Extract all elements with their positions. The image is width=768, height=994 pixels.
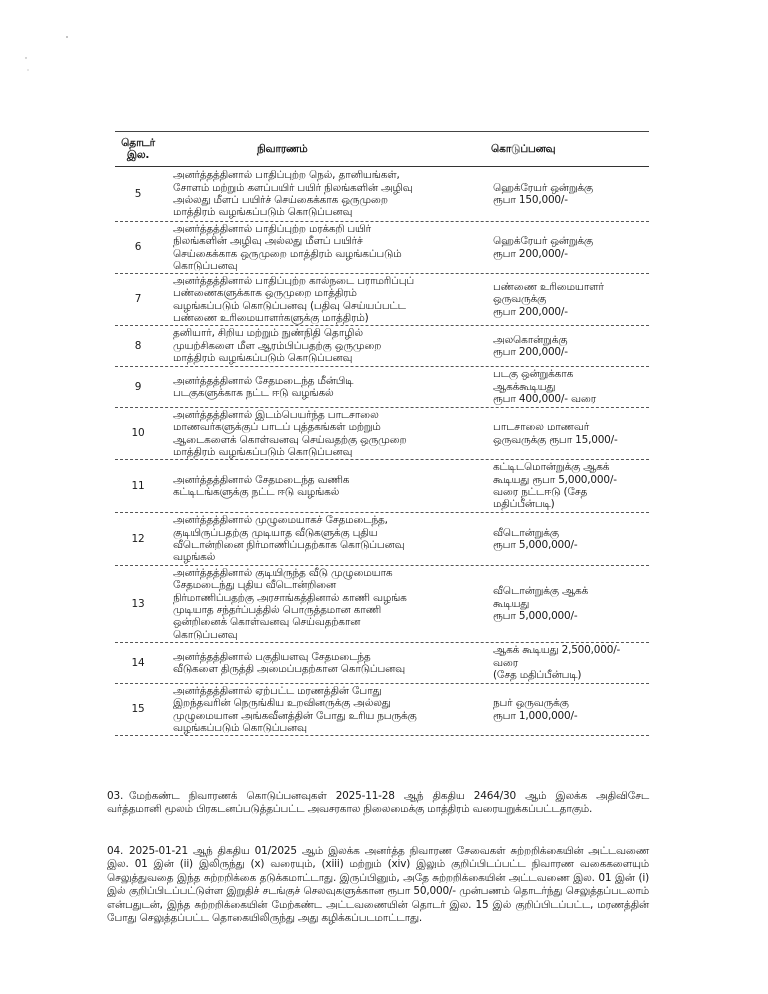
payment-line: வரை நட்டஈடு (சேத <box>493 486 588 498</box>
relief-line: அனர்த்தத்தினால் பாதிப்புற்ற மரக்கறி பயிர் <box>173 222 371 235</box>
serial-number: 9 <box>134 380 142 393</box>
table-row <box>115 274 649 326</box>
relief-description <box>161 375 481 400</box>
payment-amount <box>481 368 649 405</box>
relief-line: ஆடைகளைக் கொள்வனவு செய்வதற்கு ஒருமுறை <box>173 433 407 446</box>
payment-line: வீடொன்றுக்கு <box>493 526 559 539</box>
payment-amount <box>481 585 649 622</box>
serial-number: 15 <box>131 703 145 716</box>
header-payment: கொடுப்பனவு <box>491 142 556 155</box>
relief-line: முயற்சிகளை மீள ஆரம்பிப்பதற்கு ஒருமுறை <box>173 339 382 352</box>
relief-description <box>161 327 481 364</box>
payment-line: பாடசாலை மாணவர் <box>493 421 589 434</box>
header-relief: நிவாரணம் <box>257 142 308 155</box>
relief-line: செய்கைக்காக ஒருமுறை மாத்திரம் வழங்கப்படும் <box>173 247 402 260</box>
relief-line: நிர்மாணிப்பதற்கு அரசாங்கத்தினால் காணி வழங்க <box>173 591 407 604</box>
payment-line: ஹெக்ரேயர் ஒன்றுக்கு <box>493 181 594 194</box>
serial-number: 5 <box>134 187 142 200</box>
relief-line: குடியிருப்பதற்கு முடியாத வீடுகளுக்கு புதிய <box>173 526 378 539</box>
relief-line: மாத்திரம் வழங்கப்படும் கொடுப்பனவு <box>173 445 353 458</box>
relief-description <box>161 223 481 273</box>
relief-line: அனர்த்தத்தினால் முழுமையாகச் சேதமடைந்த, <box>173 514 388 527</box>
payment-line: மதிப்பீன்படி) <box>493 498 555 511</box>
payment-amount <box>481 334 649 359</box>
relief-line: அனர்த்தத்தினால் பாதிப்புற்ற நெல், தானியங்கள், <box>173 169 400 182</box>
table-header <box>115 131 649 167</box>
relief-line: பண்ணை உரிமையாளர்களுக்கு மாத்திரம்) <box>173 311 369 324</box>
payment-line: வரை <box>493 656 519 669</box>
table-row <box>115 367 649 408</box>
payment-amount <box>481 461 649 511</box>
relief-line: கட்டிடங்களுக்கு நட்ட ஈடு வழங்கல் <box>173 486 340 498</box>
relief-line: பண்ணைகளுக்காக ஒருமுறை மாத்திரம் <box>173 287 357 300</box>
table-row <box>115 326 649 367</box>
relief-line: சேதமடைந்து புதிய வீடொன்றினை <box>173 579 336 592</box>
relief-line: அனர்த்தத்தினால் பாதிப்புற்ற கால்நடை பராமரிப்புப் <box>173 274 414 287</box>
payment-line: கூடியது ரூபா 5,000,000/- <box>493 473 617 486</box>
serial-number: 10 <box>131 427 145 440</box>
payment-line: ஹெக்ரேயர் ஒன்றுக்கு <box>493 235 594 248</box>
relief-line: வழங்கல் <box>173 551 216 564</box>
relief-line: முடியாத சந்தர்ப்பத்தில் பொருத்தமான காணி <box>173 604 382 616</box>
payment-amount <box>481 527 649 552</box>
relief-line: தனியார், சிறிய மற்றும் நுண்நிதி தொழில் <box>173 327 363 340</box>
payment-line: கூடியது <box>493 597 530 610</box>
header-serial: தொடர் இல. <box>121 136 155 161</box>
relief-line: நிலங்களின் அழிவு அல்லது மீளப் பயிர்ச் <box>173 235 363 248</box>
payment-line: வீடொன்றுக்கு ஆகக் <box>493 585 589 598</box>
payment-amount <box>481 421 649 446</box>
serial-number: 12 <box>131 532 145 545</box>
payment-amount <box>481 697 649 722</box>
serial-number: 13 <box>131 597 145 610</box>
payment-line: கட்டிடமொன்றுக்கு ஆகக் <box>493 461 610 474</box>
relief-line: அனர்த்தத்தினால் சேதமடைந்த வணிக <box>173 473 350 486</box>
paragraph-text: 2025-01-21 ஆந் திகதிய 01/2025 ஆம் இலக்க அனர்த்த நிவாரண சேவைகள் சுற்றறிக்கையின் அட்டவணை இல. 01 இன் (ii) இலிருந்து (x) வரையும், (xiii) மற்றும் (xiv) இலும் குறிப்பிடப்பட்ட நிவாரண வகைகளையும் செலுத்துவதை இந்த சுற்றறிக்கை தடுக்கமாட்டாது. இருப்பினும், அதே சுற்றறிக்கையின் அட்டவணை இல. 01 இன் (i) இல் குறிப்பிடப்பட்டுள்ள இறுதிச் சடங்குச் செலவுகளுக்கான ரூபா 50,000/- முன்பணம் தொடர்ந்து செலுத்தப்படலாம் என்பதுடன், இந்த சுற்றறிக்கையின் மேற்கண்ட அட்டவணையின் தொடர் இல. 15 இல் குறிப்பிடப்பட்ட, மரணத்தின் போது செலுத்தப்பட்ட தொகையிலிருந்து அது கழிக்கப்படமாட்டாது. <box>107 845 649 925</box>
relief-payment-table <box>115 131 649 736</box>
payment-amount <box>481 644 649 681</box>
payment-line: ஒருவருக்கு <box>493 293 547 306</box>
relief-line: அனர்த்தத்தினால் இடம்பெயர்ந்த பாடசாலை <box>173 408 379 421</box>
paragraph-03 <box>107 790 649 817</box>
serial-number: 7 <box>134 293 142 306</box>
relief-line: படகுகளுக்காக நட்ட ஈடு வழங்கல் <box>173 387 334 399</box>
relief-description <box>161 169 481 219</box>
payment-line: ரூபா 200,000/- <box>493 305 568 318</box>
payment-line: ரூபா 200,000/- <box>493 247 568 260</box>
relief-line: அனர்த்தத்தினால் சேதமடைந்த மீன்பிடி <box>173 374 354 387</box>
relief-line: அனர்த்தத்தினால் பகுதியளவு சேதமடைந்த <box>173 650 371 663</box>
relief-line: அனர்த்தத்தினால் குடியிருந்த வீடு முழுமையாக <box>173 566 393 579</box>
relief-line: அல்லது மீளப் பயிர்ச் செய்கைக்காக ஒருமுறை <box>173 194 388 206</box>
payment-line: ரூபா 1,000,000/- <box>493 709 578 722</box>
payment-line: ஆகக் கூடியது 2,500,000/- <box>493 644 621 657</box>
table-row <box>115 408 649 460</box>
relief-line: மாத்திரம் வழங்கப்படும் கொடுப்பனவு <box>173 206 353 219</box>
payment-line: ரூபா 200,000/- <box>493 346 568 358</box>
serial-number: 11 <box>131 479 145 492</box>
payment-amount <box>481 281 649 318</box>
relief-line: மாத்திரம் வழங்கப்படும் கொடுப்பனவு <box>173 352 353 365</box>
relief-description <box>161 409 481 459</box>
relief-description <box>161 685 481 735</box>
serial-number: 8 <box>134 339 142 352</box>
relief-line: இறந்தவரின் நெருங்கிய உறவினருக்கு அல்லது <box>173 697 391 710</box>
table-row <box>115 684 649 736</box>
payment-line: ரூபா 150,000/- <box>493 194 568 206</box>
relief-line: வீடொன்றினை நிர்மாணிப்பதற்காக கொடுப்பனவு <box>173 539 405 551</box>
relief-description <box>161 275 481 325</box>
relief-line: சோளம் மற்றும் களப்பயிர் பயிர் நிலங்களின் அழிவு <box>173 181 413 194</box>
table-row <box>115 167 649 222</box>
payment-line: பண்ணை உரிமையாளர் <box>493 280 604 293</box>
payment-line: அலகொன்றுக்கு <box>493 333 568 346</box>
relief-line: வீடுகளை திருத்தி அமைப்பதற்கான கொடுப்பனவு <box>173 663 405 675</box>
table-row <box>115 566 649 643</box>
relief-line: முழுமையான அங்கவீனத்தின் போது உரிய நபருக்கு <box>173 709 417 722</box>
payment-line: ரூபா 400,000/- வரை <box>493 393 596 406</box>
table-row <box>115 513 649 566</box>
relief-line: கொடுப்பனவு <box>173 259 238 272</box>
relief-line: கொடுப்பனவு <box>173 628 238 641</box>
payment-amount <box>481 182 649 207</box>
table-body <box>115 167 649 736</box>
relief-line: வழங்கப்படும் கொடுப்பனவு <box>173 721 307 734</box>
table-row <box>115 460 649 513</box>
table-row <box>115 222 649 274</box>
relief-line: ஒன்றினைக் கொள்வனவு செய்வதற்கான <box>173 616 361 629</box>
paragraph-number: 04. <box>107 845 124 857</box>
relief-description <box>161 567 481 641</box>
payment-line: ஆகக்கூடியது <box>493 380 556 393</box>
paragraph-text: மேற்கண்ட நிவாரணக் கொடுப்பனவுகள் 2025-11-28 ஆந் திகதிய 2464/30 ஆம் இலக்க அதிவிசேட வர்த்தமானி மூலம் பிரகடனப்படுத்தப்பட்ட அவசரகால நிலைமைக்கு மாத்திரம் வரையறுக்கப்பட்டதாகும். <box>107 790 649 816</box>
relief-line: மாணவர்களுக்குப் பாடப் புத்தகங்கள் மற்றும் <box>173 421 381 434</box>
payment-line: ரூபா 5,000,000/- <box>493 610 578 623</box>
paragraph-04 <box>107 845 649 925</box>
serial-number: 14 <box>131 656 145 669</box>
payment-line: (சேத மதிப்பீன்படி) <box>493 669 582 682</box>
payment-line: படகு ஒன்றுக்காக <box>493 368 574 381</box>
payment-line: ரூபா 5,000,000/- <box>493 539 578 551</box>
table-row <box>115 643 649 684</box>
serial-number: 6 <box>134 241 142 254</box>
relief-description <box>161 514 481 564</box>
payment-amount <box>481 235 649 260</box>
payment-line: நபர் ஒருவருக்கு <box>493 697 569 710</box>
payment-line: ஒருவருக்கு ரூபா 15,000/- <box>493 433 618 446</box>
paragraph-number: 03. <box>107 790 124 802</box>
relief-line: வழங்கப்படும் கொடுப்பனவு (பதிவு செய்யப்பட்ட <box>173 299 406 312</box>
relief-description <box>161 474 481 499</box>
relief-description <box>161 651 481 676</box>
relief-line: அனர்த்தத்தினால் ஏற்பட்ட மரணத்தின் போது <box>173 684 382 697</box>
